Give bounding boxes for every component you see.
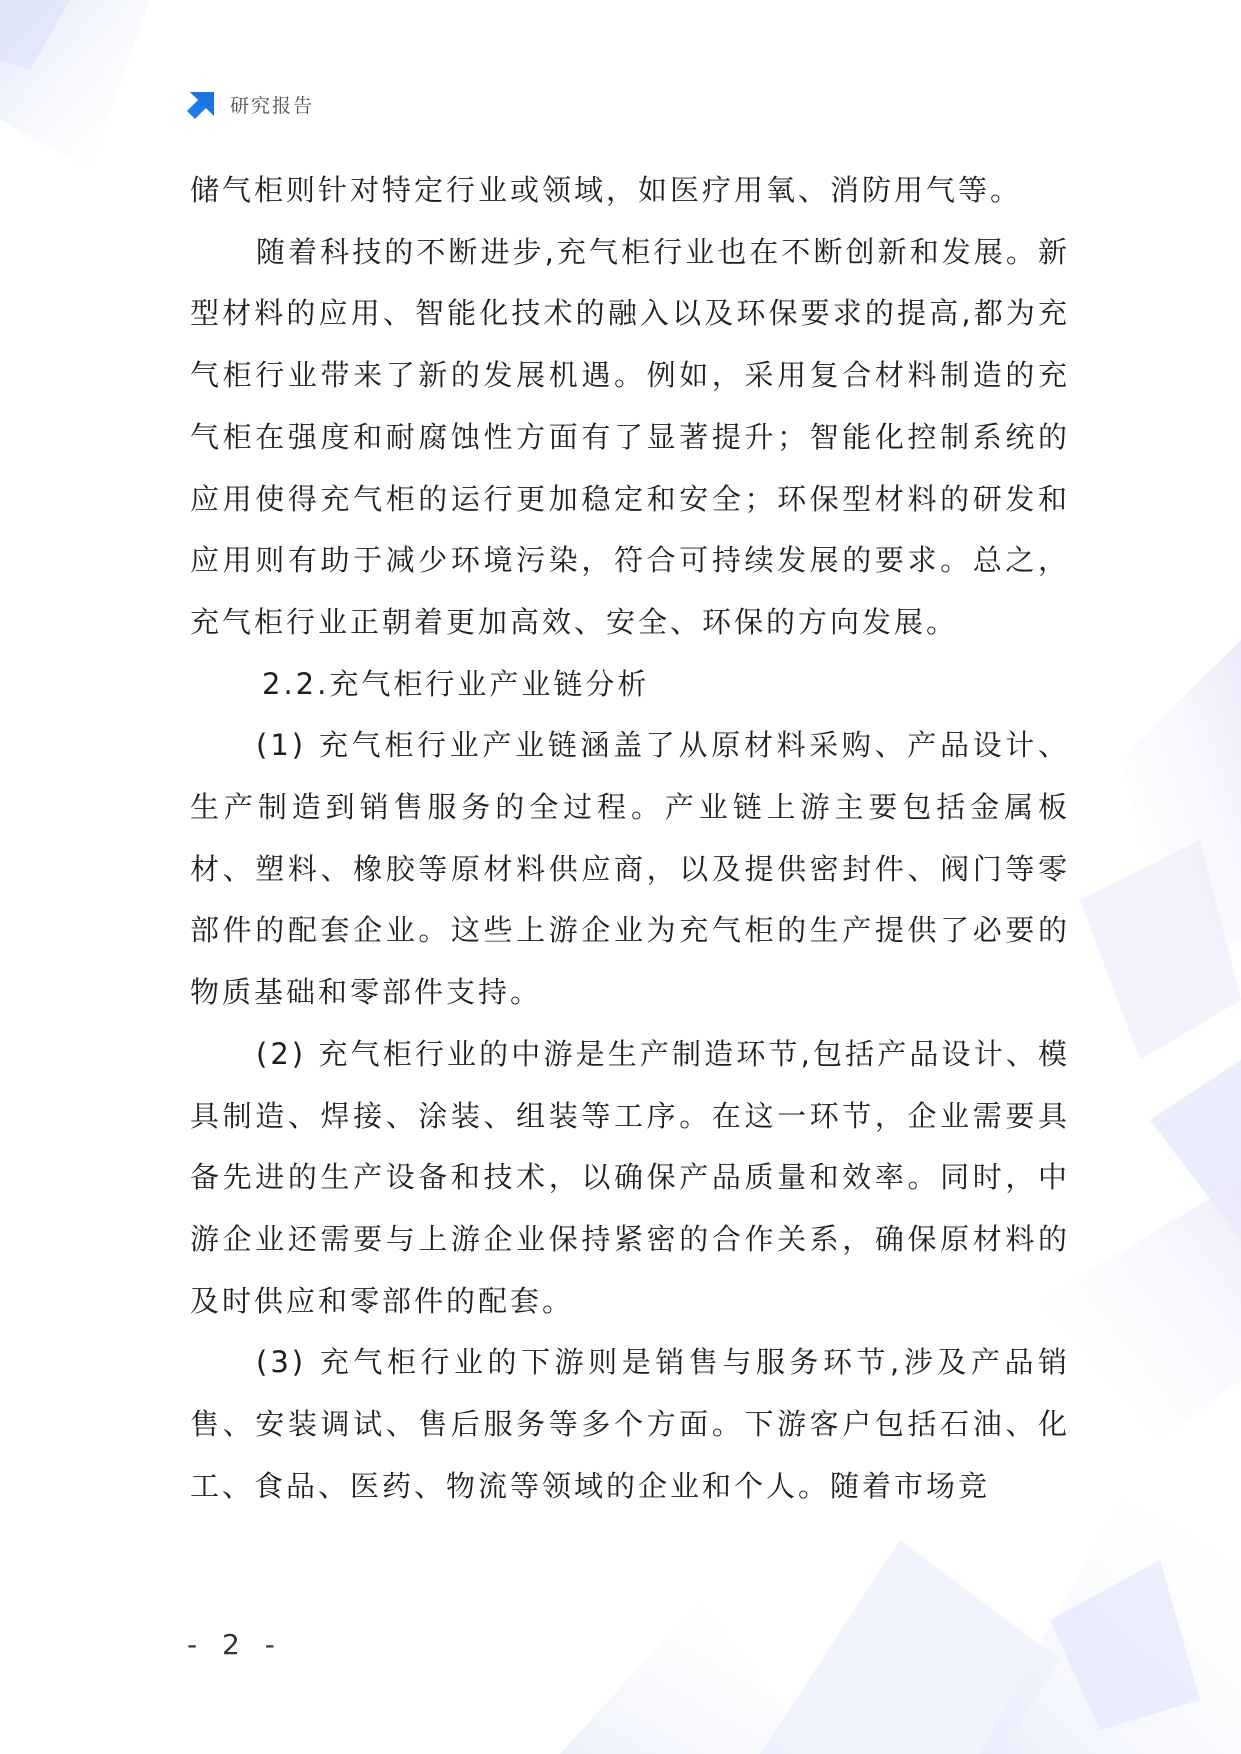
page-number: - 2 - — [187, 1628, 283, 1661]
paragraph-midstream: (2) 充气柜行业的中游是生产制造环节,包括产品设计、模具制造、焊接、涂装、组装等工序。在这一环节，企业需要具备先进的生产设备和技术，以确保产品质量和效率。同时，中游企业还需要与上游企业保持紧密的合作关系，确保原材料的及时供应和零部件的配套。 — [190, 1036, 1070, 1318]
paragraph-upstream: (1) 充气柜行业产业链涵盖了从原材料采购、产品设计、生产制造到销售服务的全过程。产业链上游主要包括金属板材、塑料、橡胶等原材料供应商，以及提供密封件、阀门等零部件的配套企业。这些上游企业为充气柜的生产提供了必要的物质基础和零部件支持。 — [190, 728, 1070, 1010]
section-heading: 2.2.充气柜行业产业链分析 — [262, 666, 650, 701]
header-title: 研究报告 — [230, 94, 315, 117]
paragraph-downstream: (3) 充气柜行业的下游则是销售与服务环节,涉及产品销售、安装调试、售后服务等多个方面。下游客户包括石油、化工、食品、医药、物流等领域的企业和个人。随着市场竞 — [190, 1345, 1070, 1503]
arrow-up-right-logo-icon — [186, 88, 218, 120]
paragraph-tech-progress: 随着科技的不断进步,充气柜行业也在不断创新和发展。新型材料的应用、智能化技术的融入以及环保要求的提高,都为充气柜行业带来了新的发展机遇。例如，采用复合材料制造的充气柜在强度和耐腐蚀性方面有了显著提升；智能化控制系统的应用使得充气柜的运行更加稳定和安全；环保型材料的研发和应用则有助于减少环境污染，符合可持续发展的要求。总之，充气柜行业正朝着更加高效、安全、环保的方向发展。 — [190, 234, 1070, 639]
report-header — [186, 88, 314, 120]
document-body — [190, 160, 1070, 1517]
paragraph-continuation: 储气柜则针对特定行业或领域，如医疗用氧、消防用气等。 — [190, 173, 1023, 207]
